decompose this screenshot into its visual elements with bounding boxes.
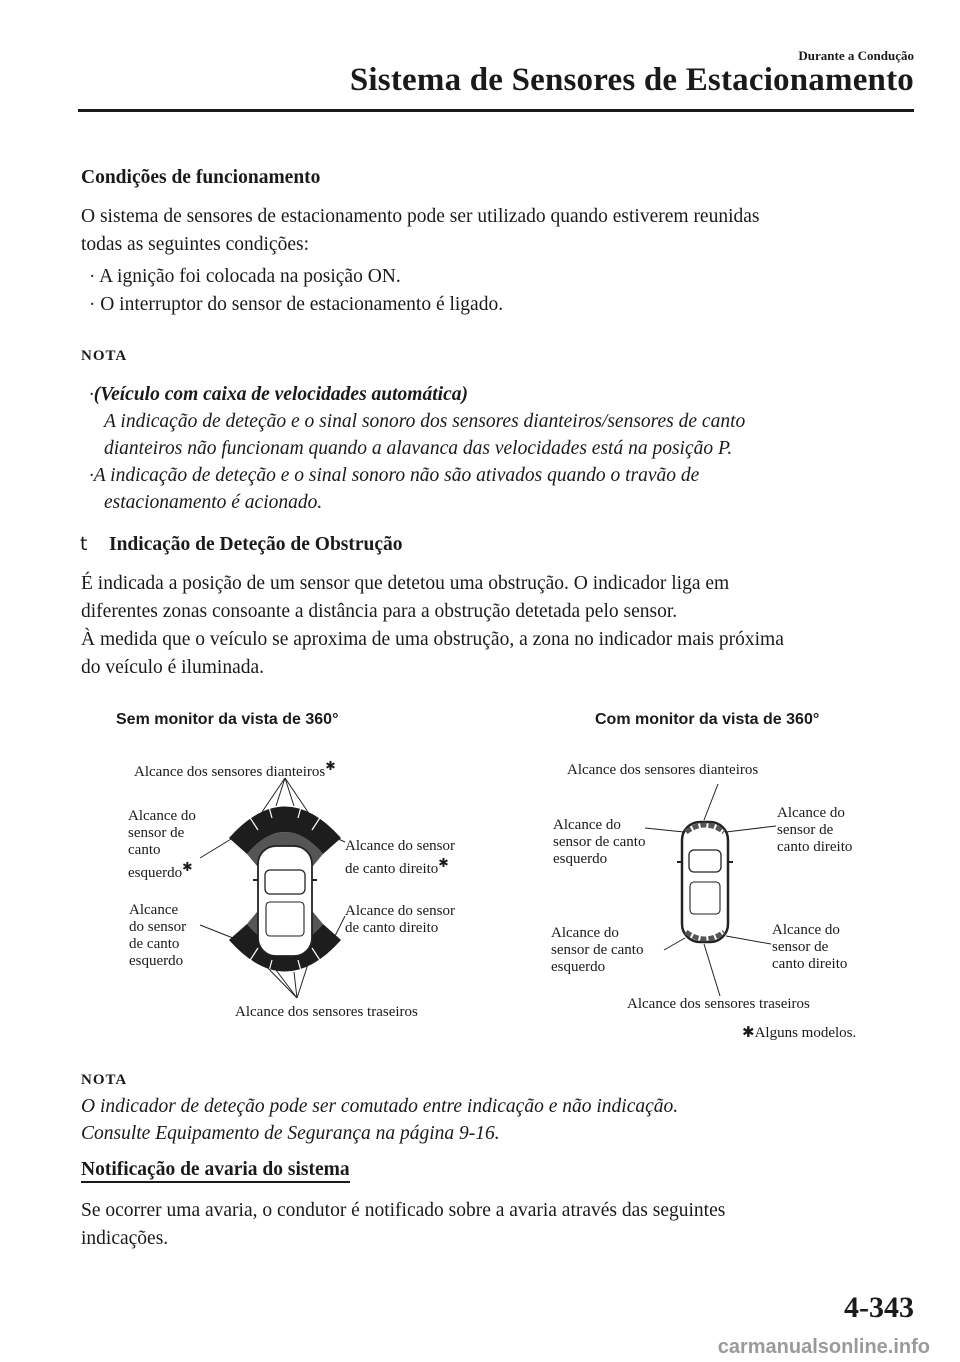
section-marker-icon: t [80,533,88,555]
right-diagram-title: Com monitor da vista de 360° [595,711,820,728]
front-right-corner-label: Alcance do sensor de canto direito [777,805,853,855]
failure-text: Se ocorrer uma avaria, o condutor é notificado sobre a avaria através das seguintes [81,1200,726,1221]
left-diagram-title: Sem monitor da vista de 360° [116,711,339,728]
bullet-item: · O interruptor do sensor de estacionamento é ligado. [89,294,504,315]
front-right-corner-label: Alcance do sensor de canto direito✱ [345,838,455,877]
chapter-label: Durante a Condução [798,48,914,63]
rear-right-corner-label: Alcance do sensor de canto direito [345,903,455,936]
nota-text: O indicador de deteção pode ser comutado entre indicação e não indicação. [81,1096,679,1117]
failure-heading: Notificação de avaria do sistema [81,1155,350,1185]
watermark: carmanualsonline.info [717,1336,930,1358]
nota-text: A indicação de deteção e o sinal sonoro dos sensores dianteiros/sensores de canto [104,411,746,432]
front-range-label: Alcance dos sensores dianteiros✱ [134,759,336,780]
nota-text: estacionamento é acionado. [104,492,323,513]
conditions-intro-1: O sistema de sensores de estacionamento pode ser utilizado quando estiverem reunidas [81,206,760,227]
rear-left-corner-label: Alcance do sensor de canto esquerdo [551,925,644,975]
front-left-corner-label: Alcance do sensor de canto esquerdo [553,817,646,867]
footnote: ✱Alguns modelos. [742,1025,857,1041]
section-text: do veículo é iluminada. [81,657,265,678]
car-outline [258,846,312,956]
section-text: É indicada a posição de um sensor que detetou uma obstrução. O indicador liga em [81,573,730,594]
nota-text: dianteiros não funcionam quando a alavanca das velocidades está na posição P. [104,438,733,459]
failure-text: indicações. [81,1228,169,1249]
nota-item: ·A indicação de deteção e o sinal sonoro não são ativados quando o travão de [89,465,700,486]
conditions-intro-2: todas as seguintes condições: [81,234,309,255]
right-diagram-graphic [645,784,776,996]
section-heading: Indicação de Deteção de Obstrução [109,534,403,555]
nota-text: Consulte Equipamento de Segurança na página 9-16. [81,1123,500,1144]
bullet-item: · A ignição foi colocada na posição ON. [89,266,401,287]
page-title: Sistema de Sensores de Estacionamento [349,62,914,98]
front-range-label: Alcance dos sensores dianteiros [567,762,759,778]
page-number: 4-343 [844,1291,914,1324]
left-diagram-graphic [200,778,345,998]
rear-range-label: Alcance dos sensores traseiros [627,996,810,1012]
rear-left-corner-label: Alcance do sensor de canto esquerdo [129,902,187,969]
nota-item: ·(Veículo com caixa de velocidades automática) [89,384,468,405]
conditions-heading: Condições de funcionamento [81,167,321,188]
nota-label: NOTA [81,348,128,364]
nota-label: NOTA [81,1072,128,1088]
front-left-corner-label: Alcance do sensor de canto esquerdo✱ [128,808,196,881]
section-text: À medida que o veículo se aproxima de uma obstrução, a zona no indicador mais próxima [81,629,784,650]
rear-right-corner-label: Alcance do sensor de canto direito [772,922,848,972]
section-text: diferentes zonas consoante a distância para a obstrução detetada pelo sensor. [81,601,678,622]
rear-range-label: Alcance dos sensores traseiros [235,1004,418,1020]
